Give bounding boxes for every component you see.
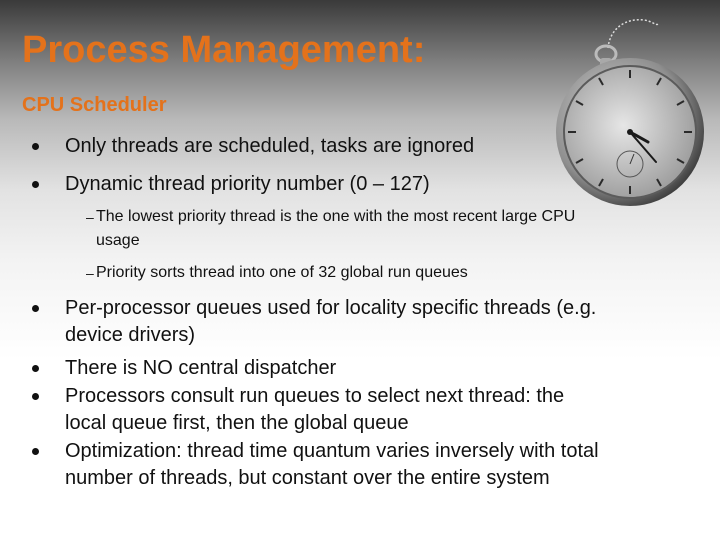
slide-title: Process Management:	[22, 29, 426, 71]
dash-icon: –	[86, 209, 94, 225]
bullet-text: Processors consult run queues to select next thread: the local queue first, then the global queue	[65, 385, 565, 434]
slide-subtitle: CPU Scheduler	[22, 94, 167, 116]
bullet-text: Dynamic thread priority number (0 – 127)	[65, 173, 430, 195]
bullet-text: Only threads are scheduled, tasks are ignored	[65, 135, 475, 157]
bullet-dot-icon	[32, 305, 39, 312]
sub-bullet-text: The lowest priority thread is the one with the most recent large CPU usage	[96, 208, 576, 249]
bullet-dot-icon	[32, 181, 39, 188]
bullet-dot-icon	[32, 393, 39, 400]
bullet-text: Optimization: thread time quantum varies inversely with total number of threads, but constant over the entire system	[65, 440, 599, 489]
bullet-dot-icon	[32, 365, 39, 372]
bullet-dot-icon	[32, 448, 39, 455]
bullet-dot-icon	[32, 143, 39, 150]
bullet-text: Per-processor queues used for locality specific threads (e.g. device drivers)	[65, 297, 597, 346]
bullet-text: There is NO central dispatcher	[65, 357, 337, 379]
sub-bullet-text: Priority sorts thread into one of 32 global run queues	[96, 264, 468, 281]
dash-icon: –	[86, 265, 94, 281]
